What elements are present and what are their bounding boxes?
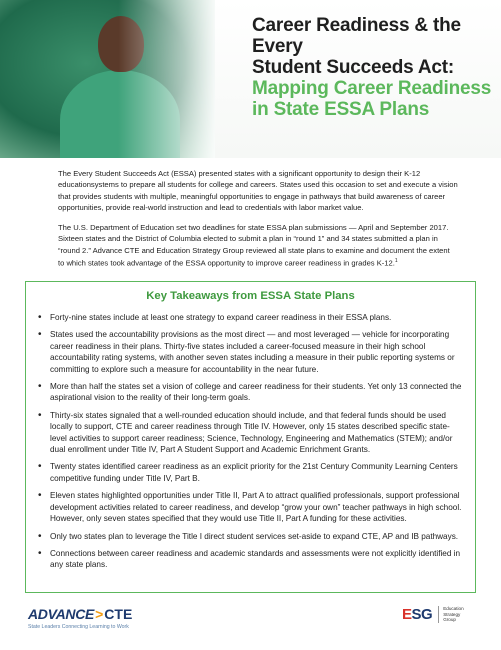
- intro-paragraph-2: [58, 222, 458, 269]
- footnote-mark: 1: [394, 258, 398, 265]
- esg-logo-sg: SG: [411, 606, 433, 623]
- list-item: • Thirty-six states signaled that a well-rounded education should include, and that federal funds should be used locally to support, CTE and career readiness through Title IV. However, only 15 states described specific state-level activities to support career readiness; Science, Technology, Engineering and Mathematics (STEM); and/or dual enrollment under Title IV, Part A Student Support and Academic Enrichment Grants.: [38, 410, 463, 456]
- intro-text: [58, 168, 458, 269]
- advance-cte-logo: [28, 604, 132, 624]
- list-item: • Connections between career readiness and academic standards and assessments were not explicitly identified in any state plans.: [38, 548, 463, 571]
- page-title-line-1: Career Readiness & the Every: [252, 15, 461, 57]
- chevron-icon: >: [95, 606, 104, 622]
- list-item: • Only two states plan to leverage the Title I direct student services set-aside to expand CTE, AP and IB pathways.: [38, 531, 463, 542]
- key-takeaways-box: [25, 281, 476, 593]
- esg-logo-name: [438, 606, 463, 622]
- esg-name-line-3: Group: [443, 617, 456, 623]
- list-item: • States used the accountability provisions as the most direct — and most leveraged — vehicle for incorporating career readiness in their plans. Thirty-five states included a career-focused measure in their high school accountability rating systems, with another seven states including a measure in their public reporting systems or committing to explore such a measure for accountability in the near future.: [38, 329, 463, 375]
- esg-name-line-2: Strategy: [443, 611, 461, 617]
- list-item: • Twenty states identified career readiness as an explicit priority for the 21st Century Community Learning Centers competitive funding under Title IV, Part B.: [38, 461, 463, 484]
- advance-tagline: State Leaders Connecting Learning to Work: [28, 624, 129, 630]
- esg-name-line-1: Education: [443, 606, 464, 612]
- page-title-line-2: Student Succeeds Act:: [252, 57, 455, 78]
- footer: [0, 600, 501, 650]
- esg-logo-e: E: [402, 606, 412, 623]
- page-subtitle-line-2: in State ESSA Plans: [252, 99, 430, 120]
- esg-logo-mark: [402, 606, 432, 623]
- nurse-photo: [0, 0, 215, 158]
- hero-banner: [0, 0, 501, 158]
- list-item: • Forty-nine states include at least one strategy to expand career readiness in their ESSA plans.: [38, 312, 463, 323]
- photo-figure-head: [98, 16, 144, 72]
- cte-logo-word: CTE: [104, 606, 133, 622]
- intro-paragraph-1: The Every Student Succeeds Act (ESSA) presented states with a significant opportunity to design their K-12 educationsystems to prepare all students for college and careers. States used this occasion to set and execute a vision that provides students with multiple, meaningful opportunities to engage in pathways that build awareness of career opportunities, provide real-world instruction and lead to credentials with labor market value.: [58, 169, 458, 212]
- photo-figure-body: [60, 70, 180, 158]
- title-block: [252, 15, 492, 120]
- advance-logo-word: ADVANCE: [28, 606, 95, 622]
- page-subtitle-line-1: Mapping Career Readiness: [252, 78, 492, 99]
- esg-logo: [402, 606, 464, 623]
- takeaways-heading: Key Takeaways from ESSA State Plans: [146, 290, 355, 302]
- takeaways-list: [38, 312, 463, 571]
- intro-paragraph-2-text: The U.S. Department of Education set two deadlines for state ESSA plan submissions — April and September 2017. Sixteen states and the District of Columbia elected to submit a plan in “round 1” and 34 states submitted a plan in “round 2.” Advance CTE and Education Strategy Group reviewed all state plans to examine and document the extent to which states took advantage of the ESSA opportunity to improve career readiness in grades K-12.: [58, 223, 450, 268]
- list-item: • More than half the states set a vision of college and career readiness for their students. Yet only 13 connected the aspirational vision to the reality of their long-term goals.: [38, 381, 463, 404]
- list-item: • Eleven states highlighted opportunities under Title II, Part A to attract qualified professionals, support professional development activities related to career readiness, and develop “grow your own” teacher pathways in high school. However, only seven states specified that they would use Title II, Part A funding for these activities.: [38, 490, 463, 524]
